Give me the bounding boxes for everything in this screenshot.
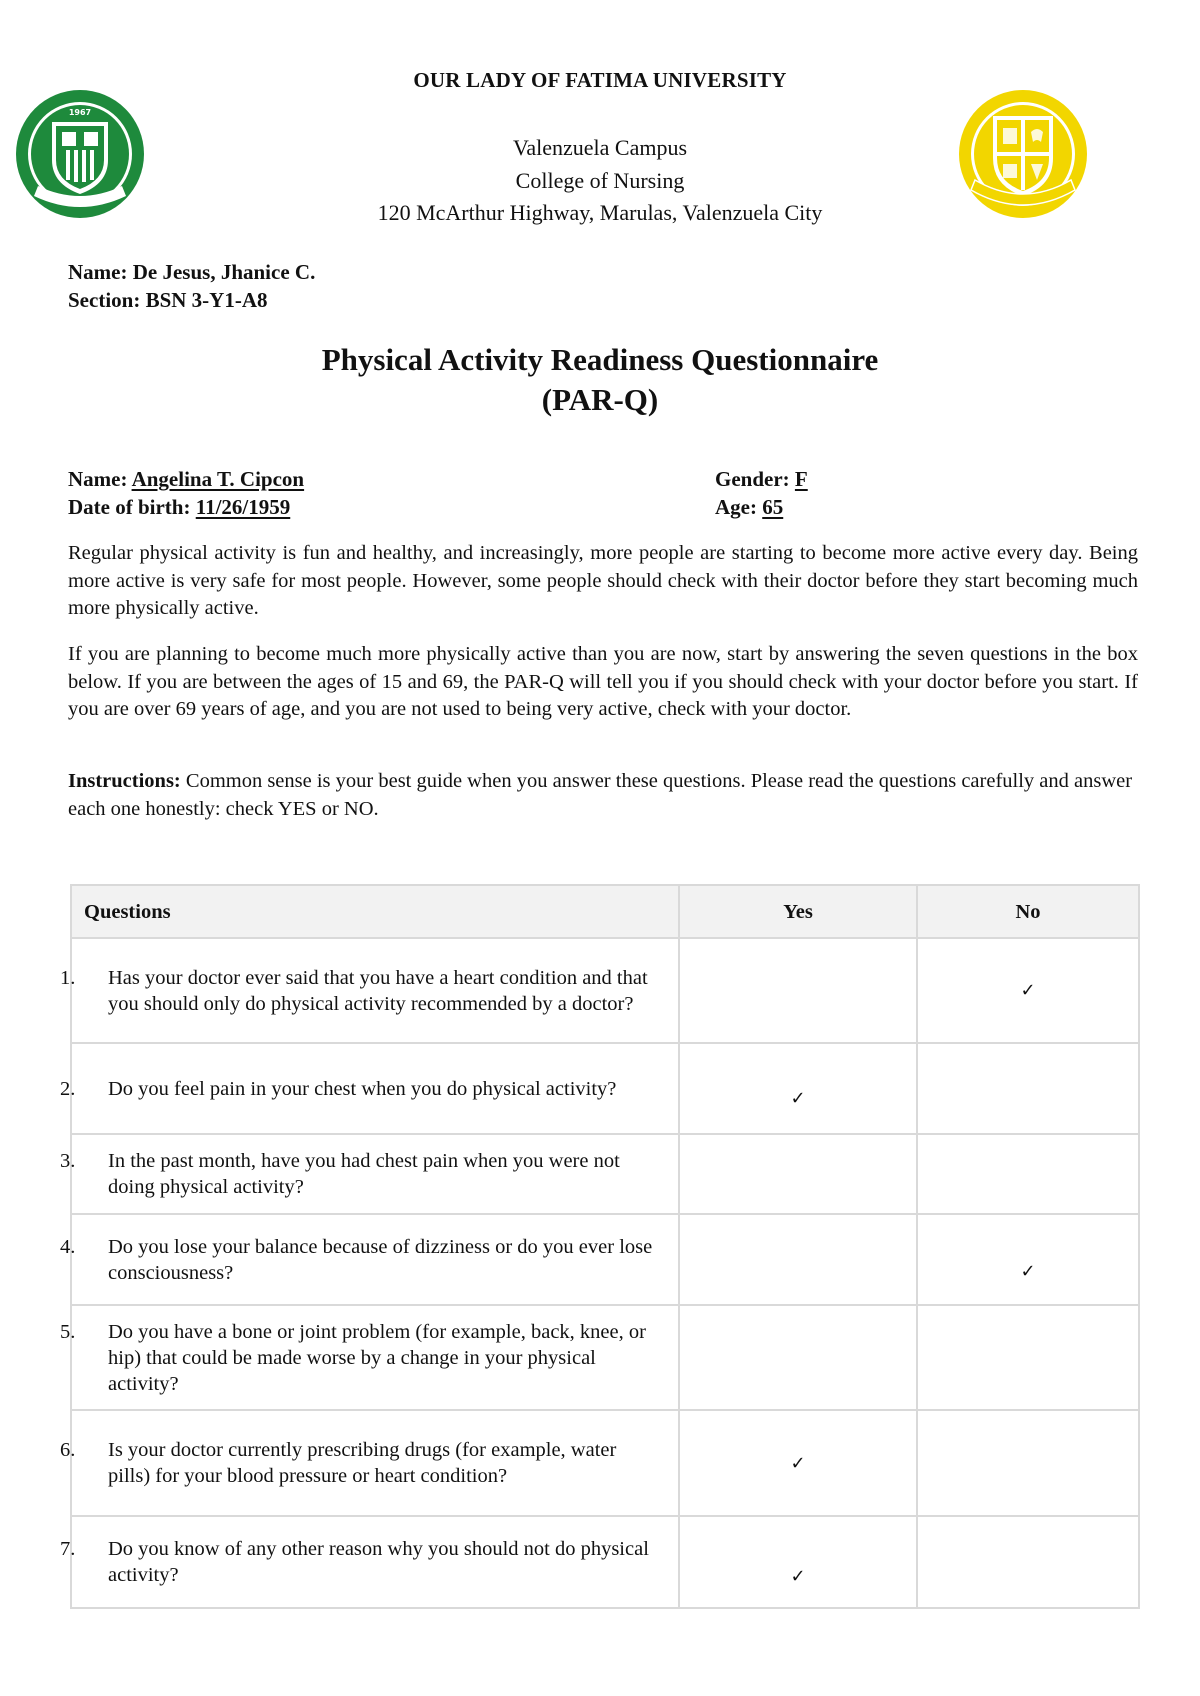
client-name-row — [68, 465, 304, 493]
svg-text:1967: 1967 — [68, 108, 92, 117]
question-text: Do you feel pain in your chest when you do physical activity? — [108, 1077, 617, 1100]
question-number: 7. — [60, 1538, 76, 1560]
question-number: 1. — [60, 966, 76, 989]
client-name-label: Name: — [68, 467, 128, 491]
client-dob-row — [68, 493, 304, 521]
table-row — [71, 1516, 1139, 1608]
parq-table — [60, 884, 1140, 1609]
no-cell[interactable] — [917, 1516, 1139, 1608]
yes-check-icon: ✓ — [790, 1452, 806, 1474]
question-number: 3. — [60, 1150, 76, 1172]
header-yes: Yes — [679, 885, 917, 938]
header-no: No — [917, 885, 1139, 938]
yes-cell[interactable] — [679, 1305, 917, 1410]
title-line-1: Physical Activity Readiness Questionnaire — [321, 342, 879, 377]
college-line: College of Nursing — [515, 167, 685, 193]
question-number: 5. — [60, 1320, 76, 1343]
question-cell — [60, 1043, 679, 1134]
yes-cell[interactable] — [679, 938, 917, 1043]
client-name-value: Angelina T. Cipcon — [131, 467, 305, 491]
client-gender-label: Gender: — [715, 467, 790, 491]
no-check-icon: ✓ — [1020, 1261, 1036, 1282]
no-cell[interactable] — [917, 1410, 1139, 1516]
yes-cell[interactable] — [679, 1134, 917, 1214]
university-name: OUR LADY OF FATIMA UNIVERSITY — [413, 68, 787, 92]
question-cell — [60, 1410, 679, 1516]
question-number: 4. — [60, 1235, 76, 1258]
intro-paragraph-2: If you are planning to become much more physically active than you are now, start by answering the seven questions in the box below. If you are between the ages of 15 and 69, the PAR-Q will tell you if you should check with your doctor before you start. If you are over 69 years of age, and you are not used to being very active, check with your doctor. — [68, 643, 1138, 720]
instructions-label: Instructions: — [68, 770, 181, 792]
question-cell — [60, 1214, 679, 1305]
question-text: Do you know of any other reason why you should not do physical activity? — [108, 1538, 649, 1586]
client-gender-value: F — [794, 467, 808, 491]
yes-check-icon: ✓ — [790, 1565, 806, 1587]
campus-line: Valenzuela Campus — [512, 135, 688, 160]
no-cell[interactable] — [917, 938, 1139, 1043]
student-section-row — [68, 286, 315, 314]
no-cell[interactable] — [917, 1043, 1139, 1134]
student-section-label: Section: — [68, 288, 141, 312]
table-row — [71, 1043, 1139, 1134]
table-row — [71, 938, 1139, 1043]
question-cell — [60, 1305, 679, 1410]
instructions-text: Common sense is your best guide when you answer these questions. Please read the questions carefully and answer each one honestly: check YES or NO. — [68, 770, 1133, 820]
table-row — [71, 1214, 1139, 1305]
question-number: 6. — [60, 1439, 76, 1461]
client-dob-label: Date of birth: — [68, 495, 191, 519]
student-name-value: De Jesus, Jhanice C. — [132, 260, 316, 284]
table-row — [71, 1410, 1139, 1516]
question-text: Is your doctor currently prescribing drugs (for example, water pills) for your blood pressure or heart condition? — [108, 1439, 617, 1487]
question-cell — [60, 1516, 679, 1608]
instructions-paragraph — [68, 768, 1138, 823]
client-gender-row — [715, 465, 808, 493]
question-text: In the past month, have you had chest pain when you were not doing physical activity? — [108, 1150, 620, 1198]
client-info-left — [68, 465, 304, 521]
question-number: 2. — [60, 1077, 76, 1100]
table-header-row — [71, 885, 1139, 938]
no-check-icon: ✓ — [1020, 980, 1036, 1001]
title-line-2: (PAR-Q) — [541, 382, 659, 417]
client-age-value: 65 — [762, 495, 784, 519]
no-cell[interactable] — [917, 1214, 1139, 1305]
yes-cell[interactable] — [679, 1043, 917, 1134]
student-info — [68, 258, 315, 314]
yes-cell[interactable] — [679, 1516, 917, 1608]
student-name-row — [68, 258, 315, 286]
yes-cell[interactable] — [679, 1410, 917, 1516]
client-age-row — [715, 493, 808, 521]
student-name-label: Name: — [68, 260, 128, 284]
client-info-right — [715, 465, 808, 521]
yes-check-icon: ✓ — [790, 1088, 806, 1109]
question-text: Do you lose your balance because of dizziness or do you ever lose consciousness? — [108, 1235, 653, 1284]
student-section-value: BSN 3-Y1-A8 — [145, 288, 268, 312]
question-cell — [60, 938, 679, 1043]
client-dob-value: 11/26/1959 — [195, 495, 291, 519]
intro-paragraph-1: Regular physical activity is fun and healthy, and increasingly, more people are starting to become more active every day. Being more active is very safe for most people. However, some people should check with their doctor before they start becoming much more physically active. — [68, 542, 1138, 619]
question-text: Has your doctor ever said that you have a heart condition and that you should only do physical activity recommended by a doctor? — [108, 966, 648, 1015]
no-cell[interactable] — [917, 1134, 1139, 1214]
question-cell — [60, 1134, 679, 1214]
yes-cell[interactable] — [679, 1214, 917, 1305]
page-title — [0, 340, 1200, 420]
question-text: Do you have a bone or joint problem (for example, back, knee, or hip) that could be made worse by a change in your physical activity? — [108, 1320, 646, 1395]
table-row — [71, 1305, 1139, 1410]
campus-address — [0, 132, 1200, 230]
table-row — [71, 1134, 1139, 1214]
address-line: 120 McArthur Highway, Marulas, Valenzuela City — [377, 200, 823, 225]
header-questions: Questions — [71, 885, 679, 938]
no-cell[interactable] — [917, 1305, 1139, 1410]
client-age-label: Age: — [715, 495, 757, 519]
